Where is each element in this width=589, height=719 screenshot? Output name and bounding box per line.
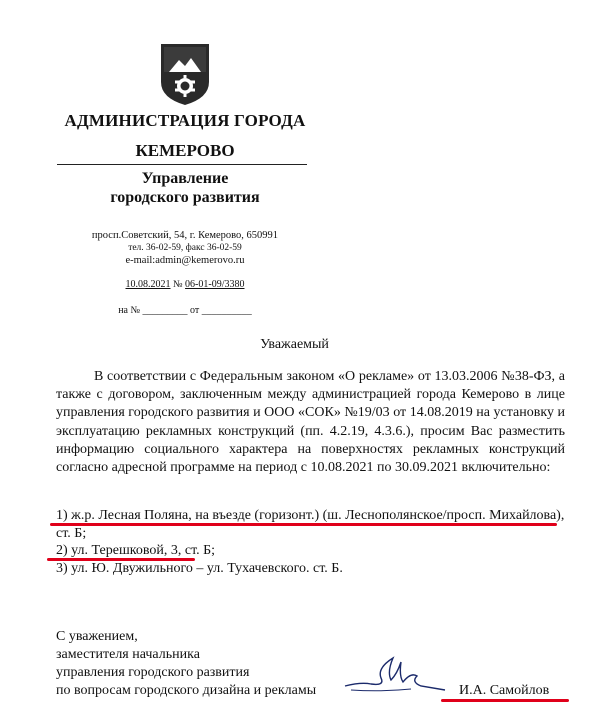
- list-item-2: 2) ул. Терешковой, 3, ст. Б;: [56, 543, 216, 558]
- signature-line: управления городского развития: [56, 665, 250, 680]
- dept-name-line2: городского развития: [110, 189, 260, 206]
- dept-name-line1: Управление: [141, 170, 229, 187]
- registration-number: [35, 279, 335, 290]
- signature-line: по вопросам городского дизайна и рекламы: [56, 683, 317, 698]
- signature-block: [56, 628, 316, 700]
- highlight-underline: [441, 699, 569, 702]
- signature-line: заместителя начальника: [56, 647, 200, 662]
- list-item-3: 3) ул. Ю. Двужильного – ул. Тухачевского. ст. Б.: [56, 561, 343, 576]
- list-item-1-continued: ст. Б;: [56, 526, 87, 541]
- header-divider: [57, 164, 307, 165]
- signatory-name: И.А. Самойлов: [459, 683, 550, 698]
- letter-body: [56, 368, 565, 477]
- greeting: Уважаемый: [260, 337, 329, 352]
- phones: тел. 36-02-59, факс 36-02-59: [128, 243, 242, 253]
- in-reply-to: на № _________ от __________: [118, 305, 252, 316]
- signature-line: С уважением,: [56, 629, 138, 644]
- reg-no: 06-01-09/3380: [185, 279, 245, 290]
- highlight-underline: [50, 523, 557, 526]
- handwritten-signature: [341, 652, 451, 696]
- org-name-line1: АДМИНИСТРАЦИЯ ГОРОДА: [64, 111, 306, 130]
- city-emblem-icon: [159, 42, 211, 106]
- reg-date: 10.08.2021: [125, 279, 171, 290]
- list-item-1: 1) ж.р. Лесная Поляна, на въезде (горизонт.) (ш. Леснополянское/просп. Михайлова),: [56, 508, 565, 523]
- email: e-mail:admin@kemerovo.ru: [125, 255, 245, 266]
- body-paragraph: В соответствии с Федеральным законом «О рекламе» от 13.03.2006 №38-ФЗ, а также с договором, заключенным между администрацией города Кемерово в лице управления городского развития и ООО «СОК» №19/03 от 14.08.2019 на установку и эксплуатацию рекламных конструкций (пп. 4.2.19, 4.3.6.), просим Вас разместить информацию социального характера на поверхностях рекламных конструкций согласно адресной программе на период с 10.08.2021 по 30.09.2021 включительно:: [56, 369, 565, 476]
- reg-no-label: №: [173, 279, 183, 290]
- address: просп.Советский, 54, г. Кемерово, 650991: [91, 230, 279, 241]
- org-name-line2: КЕМЕРОВО: [135, 141, 235, 160]
